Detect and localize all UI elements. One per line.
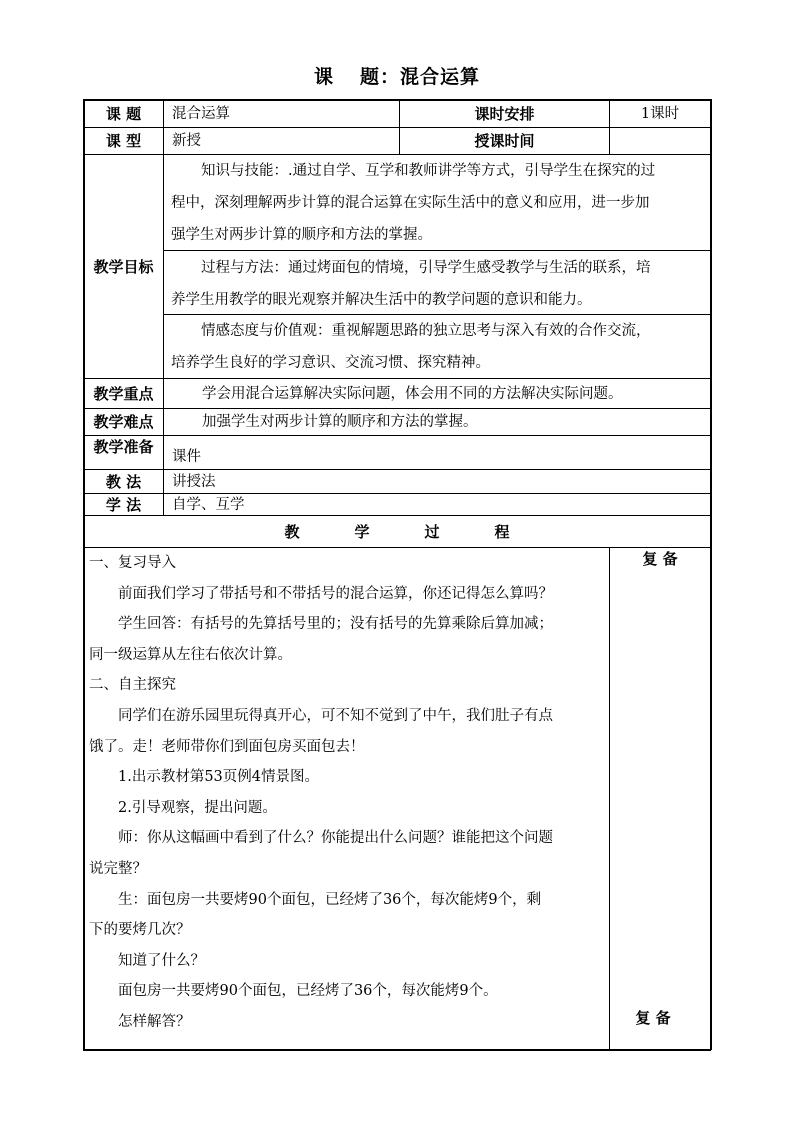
title-prefix: 课 — [313, 66, 334, 88]
schedule-label: 课时安排 — [474, 104, 535, 123]
objective-process — [171, 252, 707, 316]
review-label-top: 复 备 — [642, 550, 678, 568]
body-line: 面包房一共要烤90个面包，已经烤了36个，每次能烤9个。 — [89, 983, 498, 1000]
preparation-label: 教学准备 — [93, 438, 154, 456]
body-line: 同学们在游乐园里玩得真开心，可不知不觉到了中午，我们肚子有点 — [89, 707, 553, 724]
body-line: 说完整？ — [89, 860, 147, 877]
objective-line: 强学生对两步计算的顺序和方法的掌握。 — [171, 227, 432, 243]
title-rest: 题：混合运算 — [360, 66, 481, 88]
process-header-char: 教 — [284, 522, 300, 541]
key-point-value: 学会用混合运算解决实际问题，体会用不同的方法解决实际问题。 — [202, 385, 623, 402]
body-line: 生：面包房一共要烤90个面包，已经烤了36个，每次能烤9个，剩 — [89, 891, 542, 908]
process-body — [89, 548, 607, 1038]
subject-label: 课 题 — [105, 104, 142, 123]
table-bottom-border — [83, 1049, 711, 1051]
body-line: 饿了。走！老师带你们到面包房买面包去！ — [89, 738, 365, 755]
review-label-bottom: 复 备 — [635, 1009, 671, 1027]
difficulty-value: 加强学生对两步计算的顺序和方法的掌握。 — [202, 414, 478, 430]
objective-line: 程中，深刻理解两步计算的混合运算在实际生活中的意义和应用，进一步加 — [171, 195, 650, 211]
subject-value: 混合运算 — [172, 105, 230, 122]
body-line: 前面我们学习了带括号和不带括号的混合运算，你还记得怎么算吗？ — [89, 585, 553, 602]
process-header-char: 学 — [354, 522, 370, 541]
col-divider — [609, 547, 610, 1049]
section-heading: 一、复习导入 — [89, 555, 176, 571]
body-line: 2.引导观察，提出问题。 — [89, 799, 277, 816]
preparation-value: 课件 — [172, 448, 201, 465]
objectives-label: 教学目标 — [93, 257, 154, 276]
type-value: 新授 — [172, 133, 201, 149]
process-header-char: 程 — [494, 522, 510, 541]
time-value — [610, 128, 710, 154]
objective-line: 情感态度与价值观：重视解题思路的独立思考与深入有效的合作交流， — [201, 323, 651, 339]
teaching-method-value: 讲授法 — [172, 473, 216, 490]
teaching-method-label: 教 法 — [105, 472, 142, 491]
body-line: 知道了什么？ — [89, 952, 205, 969]
body-line: 学生回答：有括号的先算括号里的；没有括号的先算乘除后算加减； — [89, 616, 553, 633]
page-title — [0, 62, 794, 89]
learning-method-value: 自学、互学 — [172, 496, 245, 513]
time-label: 授课时间 — [474, 132, 535, 150]
key-point-label: 教学重点 — [93, 384, 154, 403]
process-header-char: 过 — [424, 522, 440, 541]
objective-line: 过程与方法：通过烤面包的情境，引导学生感受教学与生活的联系，培 — [201, 260, 651, 276]
body-line: 下的要烤几次？ — [89, 922, 191, 939]
objective-line: 知识与技能：.通过自学、互学和教师讲学等方式，引导学生在探究的过 — [201, 163, 656, 179]
process-header — [84, 516, 710, 547]
objective-knowledge — [171, 155, 707, 251]
objective-line: 养学生用教学的眼光观察并解决生活中的教学问题的意识和能力。 — [171, 292, 592, 308]
body-line: 师：你从这幅画中看到了什么？你能提出什么问题？谁能把这个问题 — [89, 830, 553, 847]
schedule-value: 1课时 — [640, 105, 680, 122]
body-line: 同一级运算从左往右依次计算。 — [89, 646, 292, 663]
difficulty-label: 教学难点 — [93, 413, 154, 431]
table-right-border — [710, 99, 712, 1050]
body-line: 1.出示教材第53页例4情景图。 — [89, 769, 320, 786]
type-label: 课 型 — [105, 132, 142, 150]
section-heading: 二、自主探究 — [89, 677, 176, 694]
objective-line: 培养学生良好的学习意识、交流习惯、探究精神。 — [171, 355, 490, 371]
body-line: 怎样解答？ — [89, 1013, 191, 1030]
objective-emotion — [171, 315, 707, 379]
learning-method-label: 学 法 — [105, 495, 142, 514]
